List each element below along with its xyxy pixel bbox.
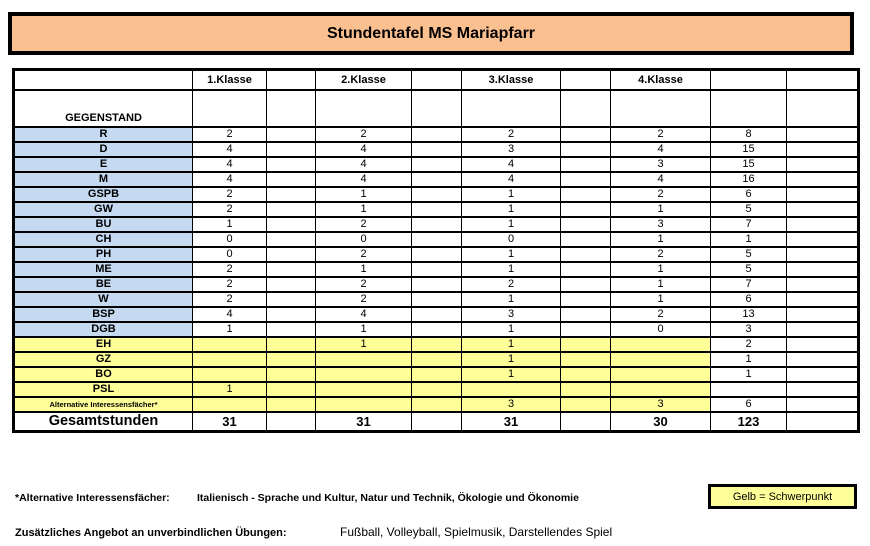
- value-cell-klasse-4: 30: [611, 412, 711, 432]
- spacer-cell: [561, 397, 611, 412]
- row-m: [14, 172, 859, 187]
- value-cell-klasse-1: 2: [193, 262, 267, 277]
- legend-label: Gelb = Schwerpunkt: [732, 490, 833, 503]
- empty-cell: [787, 90, 859, 127]
- spacer-cell: [561, 382, 611, 397]
- spacer-cell: [561, 247, 611, 262]
- value-cell-klasse-2: [316, 367, 412, 382]
- row-me: [14, 262, 859, 277]
- value-cell-klasse-4: [611, 352, 711, 367]
- row-alternative-interessensf-cher: [14, 397, 859, 412]
- trailing-cell: [787, 157, 859, 172]
- empty-cell: [193, 90, 267, 127]
- row-d: [14, 142, 859, 157]
- row-gz: [14, 352, 859, 367]
- spacer-cell: [267, 322, 316, 337]
- value-cell-klasse-4: [611, 367, 711, 382]
- value-cell-klasse-2: 4: [316, 307, 412, 322]
- subject-label: Gesamtstunden: [14, 412, 193, 432]
- footnote-extra-label: Zusätzliches Angebot an unverbindlichen Übungen:: [15, 527, 287, 539]
- spacer-cell: [412, 142, 462, 157]
- sum-cell: 6: [711, 292, 787, 307]
- trailing-cell: [787, 382, 859, 397]
- spacer-cell: [412, 202, 462, 217]
- value-cell-klasse-2: [316, 382, 412, 397]
- value-cell-klasse-2: 1: [316, 262, 412, 277]
- value-cell-klasse-4: 3: [611, 217, 711, 232]
- subject-label: BO: [14, 367, 193, 382]
- col-header-3klasse: 3.Klasse: [462, 70, 561, 90]
- trailing-cell: [787, 292, 859, 307]
- spacer-cell: [412, 382, 462, 397]
- sum-cell: 3: [711, 322, 787, 337]
- subject-label: DGB: [14, 322, 193, 337]
- subject-label: W: [14, 292, 193, 307]
- spacer-cell: [267, 232, 316, 247]
- value-cell-klasse-1: [193, 352, 267, 367]
- value-cell-klasse-4: 2: [611, 187, 711, 202]
- spacer-cell: [412, 157, 462, 172]
- value-cell-klasse-4: 1: [611, 232, 711, 247]
- value-cell-klasse-3: 1: [462, 217, 561, 232]
- header-trailing-cell: [787, 70, 859, 90]
- sum-cell: 1: [711, 232, 787, 247]
- value-cell-klasse-2: 2: [316, 127, 412, 142]
- spacer-cell: [267, 337, 316, 352]
- spacer-cell: [267, 382, 316, 397]
- sum-cell: 123: [711, 412, 787, 432]
- spacer-cell: [412, 187, 462, 202]
- value-cell-klasse-1: 2: [193, 277, 267, 292]
- value-cell-klasse-2: 1: [316, 202, 412, 217]
- value-cell-klasse-4: [611, 337, 711, 352]
- value-cell-klasse-1: 1: [193, 217, 267, 232]
- spacer-cell: [412, 277, 462, 292]
- value-cell-klasse-4: 1: [611, 292, 711, 307]
- trailing-cell: [787, 307, 859, 322]
- row-ph: [14, 247, 859, 262]
- row-bu: [14, 217, 859, 232]
- page-title: Stundentafel MS Mariapfarr: [326, 24, 536, 42]
- value-cell-klasse-3: 31: [462, 412, 561, 432]
- sum-cell: 7: [711, 277, 787, 292]
- spacer-cell: [412, 217, 462, 232]
- col-header-4klasse: 4.Klasse: [611, 70, 711, 90]
- value-cell-klasse-2: 31: [316, 412, 412, 432]
- value-cell-klasse-3: 3: [462, 397, 561, 412]
- value-cell-klasse-1: [193, 367, 267, 382]
- spacer-cell: [561, 142, 611, 157]
- value-cell-klasse-3: 1: [462, 247, 561, 262]
- subject-label: ME: [14, 262, 193, 277]
- subject-label: BU: [14, 217, 193, 232]
- value-cell-klasse-2: 4: [316, 172, 412, 187]
- value-cell-klasse-2: 1: [316, 322, 412, 337]
- value-cell-klasse-2: 4: [316, 157, 412, 172]
- value-cell-klasse-2: 4: [316, 142, 412, 157]
- spacer-cell: [412, 322, 462, 337]
- spacer-cell: [267, 142, 316, 157]
- spacer-cell: [412, 247, 462, 262]
- value-cell-klasse-3: 0: [462, 232, 561, 247]
- empty-cell: [611, 90, 711, 127]
- empty-cell: [412, 90, 462, 127]
- gegenstand-header-row: [14, 90, 859, 127]
- spacer-cell: [267, 247, 316, 262]
- value-cell-klasse-2: 0: [316, 232, 412, 247]
- value-cell-klasse-1: 4: [193, 307, 267, 322]
- spacer-cell: [267, 70, 316, 90]
- sum-cell: 5: [711, 247, 787, 262]
- trailing-cell: [787, 352, 859, 367]
- spacer-cell: [412, 172, 462, 187]
- subject-label: CH: [14, 232, 193, 247]
- value-cell-klasse-3: 4: [462, 157, 561, 172]
- value-cell-klasse-3: 1: [462, 292, 561, 307]
- value-cell-klasse-1: 1: [193, 322, 267, 337]
- row-dgb: [14, 322, 859, 337]
- spacer-cell: [561, 277, 611, 292]
- legend-box: [708, 484, 857, 509]
- value-cell-klasse-2: 1: [316, 187, 412, 202]
- spacer-cell: [561, 187, 611, 202]
- value-cell-klasse-4: 1: [611, 202, 711, 217]
- spacer-cell: [267, 277, 316, 292]
- stundentafel-table: [12, 68, 860, 433]
- spacer-cell: [412, 127, 462, 142]
- value-cell-klasse-2: 1: [316, 337, 412, 352]
- table-body: [14, 127, 859, 432]
- sum-cell: 5: [711, 202, 787, 217]
- spacer-cell: [412, 412, 462, 432]
- empty-cell: [561, 90, 611, 127]
- value-cell-klasse-1: [193, 337, 267, 352]
- value-cell-klasse-2: 2: [316, 217, 412, 232]
- value-cell-klasse-4: 4: [611, 172, 711, 187]
- sum-cell: 15: [711, 157, 787, 172]
- value-cell-klasse-3: 1: [462, 337, 561, 352]
- subject-label: GW: [14, 202, 193, 217]
- value-cell-klasse-3: 3: [462, 142, 561, 157]
- sum-cell: 6: [711, 187, 787, 202]
- sum-cell: 6: [711, 397, 787, 412]
- sum-cell: 8: [711, 127, 787, 142]
- subject-label: M: [14, 172, 193, 187]
- subject-label: GSPB: [14, 187, 193, 202]
- spacer-cell: [267, 292, 316, 307]
- footnote-alt-value: Italienisch - Sprache und Kultur, Natur und Technik, Ökologie und Ökonomie: [197, 492, 579, 504]
- sum-cell: 1: [711, 367, 787, 382]
- value-cell-klasse-1: 4: [193, 142, 267, 157]
- spacer-cell: [267, 217, 316, 232]
- value-cell-klasse-3: 1: [462, 352, 561, 367]
- value-cell-klasse-4: 2: [611, 247, 711, 262]
- spacer-cell: [267, 262, 316, 277]
- spacer-cell: [412, 337, 462, 352]
- spacer-cell: [412, 70, 462, 90]
- value-cell-klasse-1: 0: [193, 247, 267, 262]
- spacer-cell: [561, 172, 611, 187]
- empty-cell: [316, 90, 412, 127]
- trailing-cell: [787, 367, 859, 382]
- spacer-cell: [412, 352, 462, 367]
- row-gesamtstunden: [14, 412, 859, 432]
- spacer-cell: [267, 412, 316, 432]
- value-cell-klasse-4: 2: [611, 127, 711, 142]
- trailing-cell: [787, 322, 859, 337]
- trailing-cell: [787, 262, 859, 277]
- value-cell-klasse-1: 1: [193, 382, 267, 397]
- trailing-cell: [787, 277, 859, 292]
- sum-cell: 5: [711, 262, 787, 277]
- row-bo: [14, 367, 859, 382]
- trailing-cell: [787, 397, 859, 412]
- value-cell-klasse-1: 2: [193, 127, 267, 142]
- row-gw: [14, 202, 859, 217]
- col-header-2klasse: 2.Klasse: [316, 70, 412, 90]
- spacer-cell: [561, 232, 611, 247]
- trailing-cell: [787, 127, 859, 142]
- row-gspb: [14, 187, 859, 202]
- spacer-cell: [267, 157, 316, 172]
- spacer-cell: [561, 127, 611, 142]
- value-cell-klasse-3: 1: [462, 262, 561, 277]
- value-cell-klasse-1: 2: [193, 292, 267, 307]
- value-cell-klasse-1: 31: [193, 412, 267, 432]
- value-cell-klasse-1: 2: [193, 202, 267, 217]
- trailing-cell: [787, 247, 859, 262]
- value-cell-klasse-1: 2: [193, 187, 267, 202]
- spacer-cell: [561, 322, 611, 337]
- trailing-cell: [787, 412, 859, 432]
- trailing-cell: [787, 172, 859, 187]
- value-cell-klasse-1: 4: [193, 172, 267, 187]
- value-cell-klasse-4: [611, 382, 711, 397]
- spacer-cell: [561, 292, 611, 307]
- trailing-cell: [787, 202, 859, 217]
- sum-cell: [711, 382, 787, 397]
- sum-cell: 7: [711, 217, 787, 232]
- sum-cell: 16: [711, 172, 787, 187]
- subject-label: R: [14, 127, 193, 142]
- value-cell-klasse-3: 4: [462, 172, 561, 187]
- empty-cell: [462, 90, 561, 127]
- trailing-cell: [787, 187, 859, 202]
- spacer-cell: [267, 187, 316, 202]
- spacer-cell: [561, 202, 611, 217]
- spacer-cell: [561, 157, 611, 172]
- spacer-cell: [267, 202, 316, 217]
- row-r: [14, 127, 859, 142]
- spacer-cell: [561, 262, 611, 277]
- spacer-cell: [267, 307, 316, 322]
- empty-cell: [711, 90, 787, 127]
- trailing-cell: [787, 142, 859, 157]
- value-cell-klasse-4: 1: [611, 277, 711, 292]
- spacer-cell: [267, 172, 316, 187]
- spacer-cell: [561, 217, 611, 232]
- value-cell-klasse-2: 2: [316, 247, 412, 262]
- subject-label: EH: [14, 337, 193, 352]
- sum-cell: 2: [711, 337, 787, 352]
- value-cell-klasse-1: [193, 397, 267, 412]
- subject-label: Alternative Interessensfächer*: [14, 397, 193, 412]
- header-empty-cell: [14, 70, 193, 90]
- title-bar: [8, 12, 854, 55]
- spacer-cell: [412, 232, 462, 247]
- footnote-extra-value: Fußball, Volleyball, Spielmusik, Darstellendes Spiel: [340, 525, 613, 539]
- trailing-cell: [787, 337, 859, 352]
- sum-cell: 13: [711, 307, 787, 322]
- row-ch: [14, 232, 859, 247]
- spacer-cell: [561, 70, 611, 90]
- subject-label: PH: [14, 247, 193, 262]
- spacer-cell: [561, 337, 611, 352]
- header-sum-cell: [711, 70, 787, 90]
- empty-cell: [267, 90, 316, 127]
- value-cell-klasse-4: 1: [611, 262, 711, 277]
- row-bsp: [14, 307, 859, 322]
- row-be: [14, 277, 859, 292]
- value-cell-klasse-3: 1: [462, 202, 561, 217]
- value-cell-klasse-1: 4: [193, 157, 267, 172]
- spacer-cell: [412, 292, 462, 307]
- class-header-row: [14, 70, 859, 90]
- value-cell-klasse-2: 2: [316, 277, 412, 292]
- trailing-cell: [787, 232, 859, 247]
- value-cell-klasse-3: 1: [462, 187, 561, 202]
- spacer-cell: [267, 397, 316, 412]
- subject-label: D: [14, 142, 193, 157]
- spacer-cell: [412, 262, 462, 277]
- value-cell-klasse-3: 2: [462, 277, 561, 292]
- subject-label: BSP: [14, 307, 193, 322]
- row-w: [14, 292, 859, 307]
- subject-label: BE: [14, 277, 193, 292]
- spacer-cell: [561, 307, 611, 322]
- sum-cell: 15: [711, 142, 787, 157]
- value-cell-klasse-3: [462, 382, 561, 397]
- footnote-alt-label: *Alternative Interessensfächer:: [15, 492, 170, 504]
- trailing-cell: [787, 217, 859, 232]
- col-header-1klasse: 1.Klasse: [193, 70, 267, 90]
- spacer-cell: [561, 412, 611, 432]
- value-cell-klasse-4: 4: [611, 142, 711, 157]
- value-cell-klasse-3: 2: [462, 127, 561, 142]
- value-cell-klasse-4: 0: [611, 322, 711, 337]
- value-cell-klasse-3: 1: [462, 367, 561, 382]
- value-cell-klasse-1: 0: [193, 232, 267, 247]
- value-cell-klasse-4: 3: [611, 157, 711, 172]
- row-psl: [14, 382, 859, 397]
- subject-label: E: [14, 157, 193, 172]
- spacer-cell: [267, 352, 316, 367]
- row-eh: [14, 337, 859, 352]
- value-cell-klasse-2: 2: [316, 292, 412, 307]
- subject-label: PSL: [14, 382, 193, 397]
- spacer-cell: [412, 307, 462, 322]
- subject-label: GZ: [14, 352, 193, 367]
- spacer-cell: [412, 397, 462, 412]
- value-cell-klasse-4: 3: [611, 397, 711, 412]
- spacer-cell: [561, 352, 611, 367]
- value-cell-klasse-4: 2: [611, 307, 711, 322]
- value-cell-klasse-2: [316, 352, 412, 367]
- spacer-cell: [267, 367, 316, 382]
- col-header-gegenstand: GEGENSTAND: [14, 90, 193, 127]
- spacer-cell: [561, 367, 611, 382]
- spacer-cell: [267, 127, 316, 142]
- value-cell-klasse-3: 3: [462, 307, 561, 322]
- sum-cell: 1: [711, 352, 787, 367]
- value-cell-klasse-2: [316, 397, 412, 412]
- value-cell-klasse-3: 1: [462, 322, 561, 337]
- row-e: [14, 157, 859, 172]
- spacer-cell: [412, 367, 462, 382]
